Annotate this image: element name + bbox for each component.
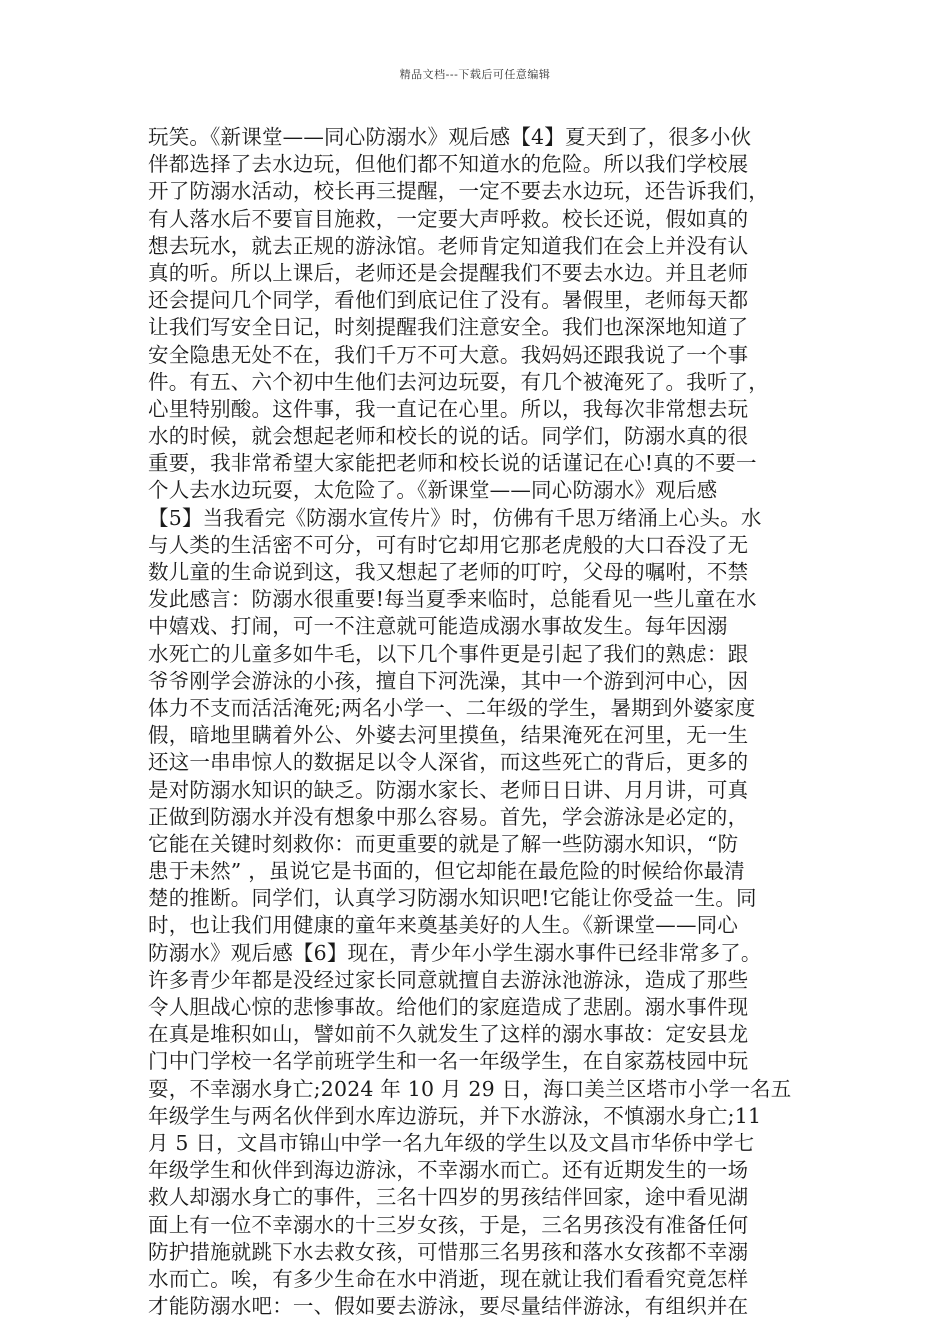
text-line: 许多青少年都是没经过家长同意就擅自去游泳池游泳，造成了那些 (148, 967, 749, 992)
text-line: 真的听。所以上课后，老师还是会提醒我们不要去水边。并且老师 (148, 260, 749, 285)
text-line: 玩笑。《新课堂——同心防溺水》观后感【4】夏天到了，很多小伙 (148, 125, 752, 149)
text-line: 有人落水后不要盲目施救，一定要大声呼救。校长还说，假如真的 (148, 206, 749, 231)
text-line: 个人去水边玩耍，太危险了。《新课堂——同心防溺水》观后感 (148, 478, 718, 503)
text-line: 还这一串串惊人的数据足以令人深省，而这些死亡的背后，更多的 (148, 750, 749, 775)
text-line: 发此感言：防溺水很重要!每当夏季来临时，总能看见一些儿童在水 (148, 587, 757, 612)
text-line: 爷爷刚学会游泳的小孩，擅自下河洗澡，其中一个游到河中心，因 (148, 668, 749, 693)
text-line: 门中门学校一名学前班学生和一名一年级学生，在自家荔枝园中玩 (148, 1049, 749, 1074)
text-line: 在真是堆积如山，譬如前不久就发生了这样的溺水事故：定安县龙 (148, 1022, 749, 1047)
text-line: 才能防溺水吧：一、假如要去游泳，要尽量结伴游泳，有组织并在 (148, 1294, 749, 1319)
text-line: 年级学生与两名伙伴到水库边游玩，并下水游泳，不慎溺水身亡;11 (148, 1103, 762, 1128)
text-line: 水的时候，就会想起老师和校长的说的话。同学们，防溺水真的很 (148, 424, 749, 449)
text-line: 时，也让我们用健康的童年来奠基美好的人生。《新课堂——同心 (148, 913, 739, 938)
text-line: 数儿童的生命说到这，我又想起了老师的叮咛，父母的嘱咐，不禁 (148, 560, 749, 584)
text-line: 体力不支而活活淹死;两名小学一、二年级的学生，暑期到外婆家度 (148, 695, 756, 720)
text-line: 伴都选择了去水边玩，但他们都不知道水的危险。所以我们学校展 (148, 152, 749, 177)
text-line: 中嬉戏、打闹，可一不注意就可能造成溺水事故发生。每年因溺 (148, 614, 728, 639)
text-line: 面上有一位不幸溺水的十三岁女孩，于是，三名男孩没有准备任何 (148, 1212, 749, 1237)
text-line: 耍，不幸溺水身亡;2024 年 10 月 29 日，海口美兰区塔市小学一名五 (148, 1076, 792, 1101)
text-line: 水而亡。唉，有多少生命在水中消逝，现在就让我们看看究竟怎样 (148, 1266, 749, 1291)
text-line: 正做到防溺水并没有想象中那么容易。首先，学会游泳是必定的， (148, 804, 749, 829)
text-line: 楚的推断。同学们，认真学习防溺水知识吧!它能让你受益一生。同 (148, 886, 757, 911)
text-line: 想去玩水，就去正规的游泳馆。老师肯定知道我们在会上并没有认 (148, 233, 749, 258)
text-line: 心里特别酸。这件事，我一直记在心里。所以，我每次非常想去玩 (148, 396, 749, 421)
text-line: 它能在关键时刻救你：而更重要的就是了解一些防溺水知识，“防 (148, 831, 739, 856)
text-line: 还会提问几个同学，看他们到底记住了没有。暑假里，老师每天都 (148, 288, 749, 313)
text-line: 令人胆战心惊的悲惨事故。给他们的家庭造成了悲剧。溺水事件现 (148, 995, 749, 1019)
text-line: 假，暗地里瞒着外公、外婆去河里摸鱼，结果淹死在河里，无一生 (148, 723, 749, 748)
text-line: 让我们写安全日记，时刻提醒我们注意安全。我们也深深地知道了 (148, 315, 749, 340)
text-line: 件。有五、六个初中生他们去河边玩耍，有几个被淹死了。我听了， (148, 369, 769, 394)
page-header: 精品文档---下载后可任意编辑 (399, 68, 551, 81)
text-line: 是对防溺水知识的缺乏。防溺水家长、老师日日讲、月月讲，可真 (148, 777, 749, 802)
text-line: 防护措施就跳下水去救女孩，可惜那三名男孩和落水女孩都不幸溺 (148, 1239, 749, 1264)
text-line: 防溺水》观后感【6】现在，青少年小学生溺水事件已经非常多了。 (148, 940, 762, 965)
text-line: 救人却溺水身亡的事件，三名十四岁的男孩结伴回家，途中看见湖 (148, 1185, 749, 1210)
text-line: 年级学生和伙伴到海边游泳，不幸溺水而亡。还有近期发生的一场 (148, 1158, 749, 1183)
text-line: 安全隐患无处不在，我们千万不可大意。我妈妈还跟我说了一个事 (148, 342, 749, 367)
text-line: 【5】当我看完《防溺水宣传片》时，仿佛有千思万绪涌上心头。水 (148, 505, 762, 530)
text-line: 水死亡的儿童多如牛毛，以下几个事件更是引起了我们的熟虑：跟 (148, 641, 749, 666)
text-line: 与人类的生活密不可分，可有时它却用它那老虎般的大口吞没了无 (148, 532, 749, 557)
text-line: 重要，我非常希望大家能把老师和校长说的话谨记在心!真的不要一 (148, 451, 757, 476)
text-line: 月 5 日，文昌市锦山中学一名九年级的学生以及文昌市华侨中学七 (148, 1130, 755, 1155)
document-body (148, 124, 808, 1320)
text-line: 患于未然” ，虽说它是书面的，但它却能在最危险的时候给你最清 (148, 859, 745, 884)
text-line: 开了防溺水活动，校长再三提醒，一定不要去水边玩，还告诉我们， (148, 179, 769, 204)
